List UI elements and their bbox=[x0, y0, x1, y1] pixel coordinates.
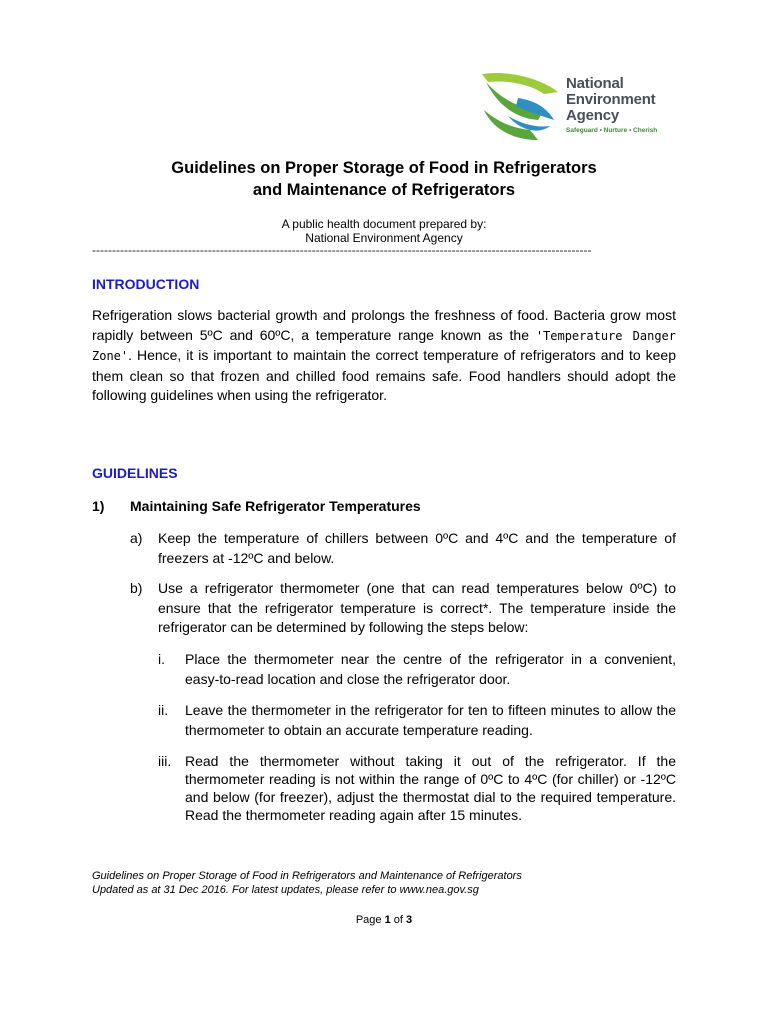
nea-swirl-icon bbox=[478, 70, 564, 144]
step-marker-ii: ii. bbox=[158, 702, 169, 718]
page-total: 3 bbox=[406, 914, 413, 926]
item-text-a: Keep the temperature of chillers between 0ºC and 4ºC and the temperature of freezers at -12ºC and below. bbox=[158, 530, 676, 566]
prepared-by-agency: National Environment Agency bbox=[305, 231, 463, 245]
step-text-ii: Leave the thermometer in the refrigerator for ten to fifteen minutes to allow the thermometer to obtain an accurate temperature reading. bbox=[185, 702, 676, 738]
item-marker-a: a) bbox=[130, 530, 143, 546]
step-text-iii: Read the thermometer without taking it out of the refrigerator. If the thermometer reading is not within the range of 0ºC to 4ºC (for chiller) or -12ºC and below (for freezer), adjust the thermostat dial to the required temperature. Read the thermometer reading again after 15 minutes. bbox=[185, 753, 676, 823]
logo-line-national: National bbox=[566, 75, 624, 92]
introduction-heading: INTRODUCTION bbox=[92, 276, 200, 292]
intro-text-before: Refrigeration slows bacterial growth and prolongs the freshness of food. Bacteria grow most rapidly between 5ºC and 60ºC, a temperature range known as the bbox=[92, 307, 676, 343]
dashed-separator: ----------------------------------------------------------------------------------------------------------------------------- bbox=[92, 244, 592, 256]
document-title-line1: Guidelines on Proper Storage of Food in Refrigerators bbox=[171, 159, 597, 177]
item-marker-b: b) bbox=[130, 580, 143, 596]
logo-wordmark bbox=[566, 76, 657, 134]
logo-tagline: Safeguard • Nurture • Cherish bbox=[566, 127, 658, 134]
page-current: 1 bbox=[384, 914, 391, 926]
nea-logo bbox=[478, 70, 678, 144]
page-of: of bbox=[393, 914, 403, 926]
logo-line-agency: Agency bbox=[566, 107, 619, 124]
guidelines-heading: GUIDELINES bbox=[92, 465, 178, 481]
footer-update-note: Updated as at 31 Dec 2016. For latest updates, please refer to www.nea.gov.sg bbox=[92, 884, 479, 896]
page-label: Page bbox=[355, 914, 382, 926]
document-title-line2: and Maintenance of Refrigerators bbox=[252, 181, 516, 199]
intro-text-after: . Hence, it is important to maintain the correct temperature of refrigerators and to keep them clean so that frozen and chilled food remains safe. Food handlers should adopt the following guidelines when using the refrigerator. bbox=[92, 347, 676, 403]
page-number bbox=[0, 914, 768, 926]
logo-line-environment: Environment bbox=[566, 91, 656, 108]
introduction-paragraph bbox=[92, 306, 676, 406]
step-text-i: Place the thermometer near the centre of the refrigerator in a convenient, easy-to-read location and close the refrigerator door. bbox=[185, 651, 676, 687]
section-title: Maintaining Safe Refrigerator Temperatures bbox=[130, 498, 421, 514]
prepared-by-label: A public health document prepared by: bbox=[281, 217, 487, 231]
section-number: 1) bbox=[92, 498, 105, 514]
danger-zone-term: 'Temperature Danger Zone' bbox=[92, 328, 676, 363]
footer-document-title: Guidelines on Proper Storage of Food in Refrigerators and Maintenance of Refrigerators bbox=[92, 870, 522, 882]
step-marker-i: i. bbox=[158, 651, 165, 667]
item-text-b: Use a refrigerator thermometer (one that can read temperatures below 0ºC) to ensure that the refrigerator temperature is correct*. The temperature inside the refrigerator can be determined by following the steps below: bbox=[158, 580, 676, 635]
step-marker-iii: iii. bbox=[158, 753, 172, 769]
